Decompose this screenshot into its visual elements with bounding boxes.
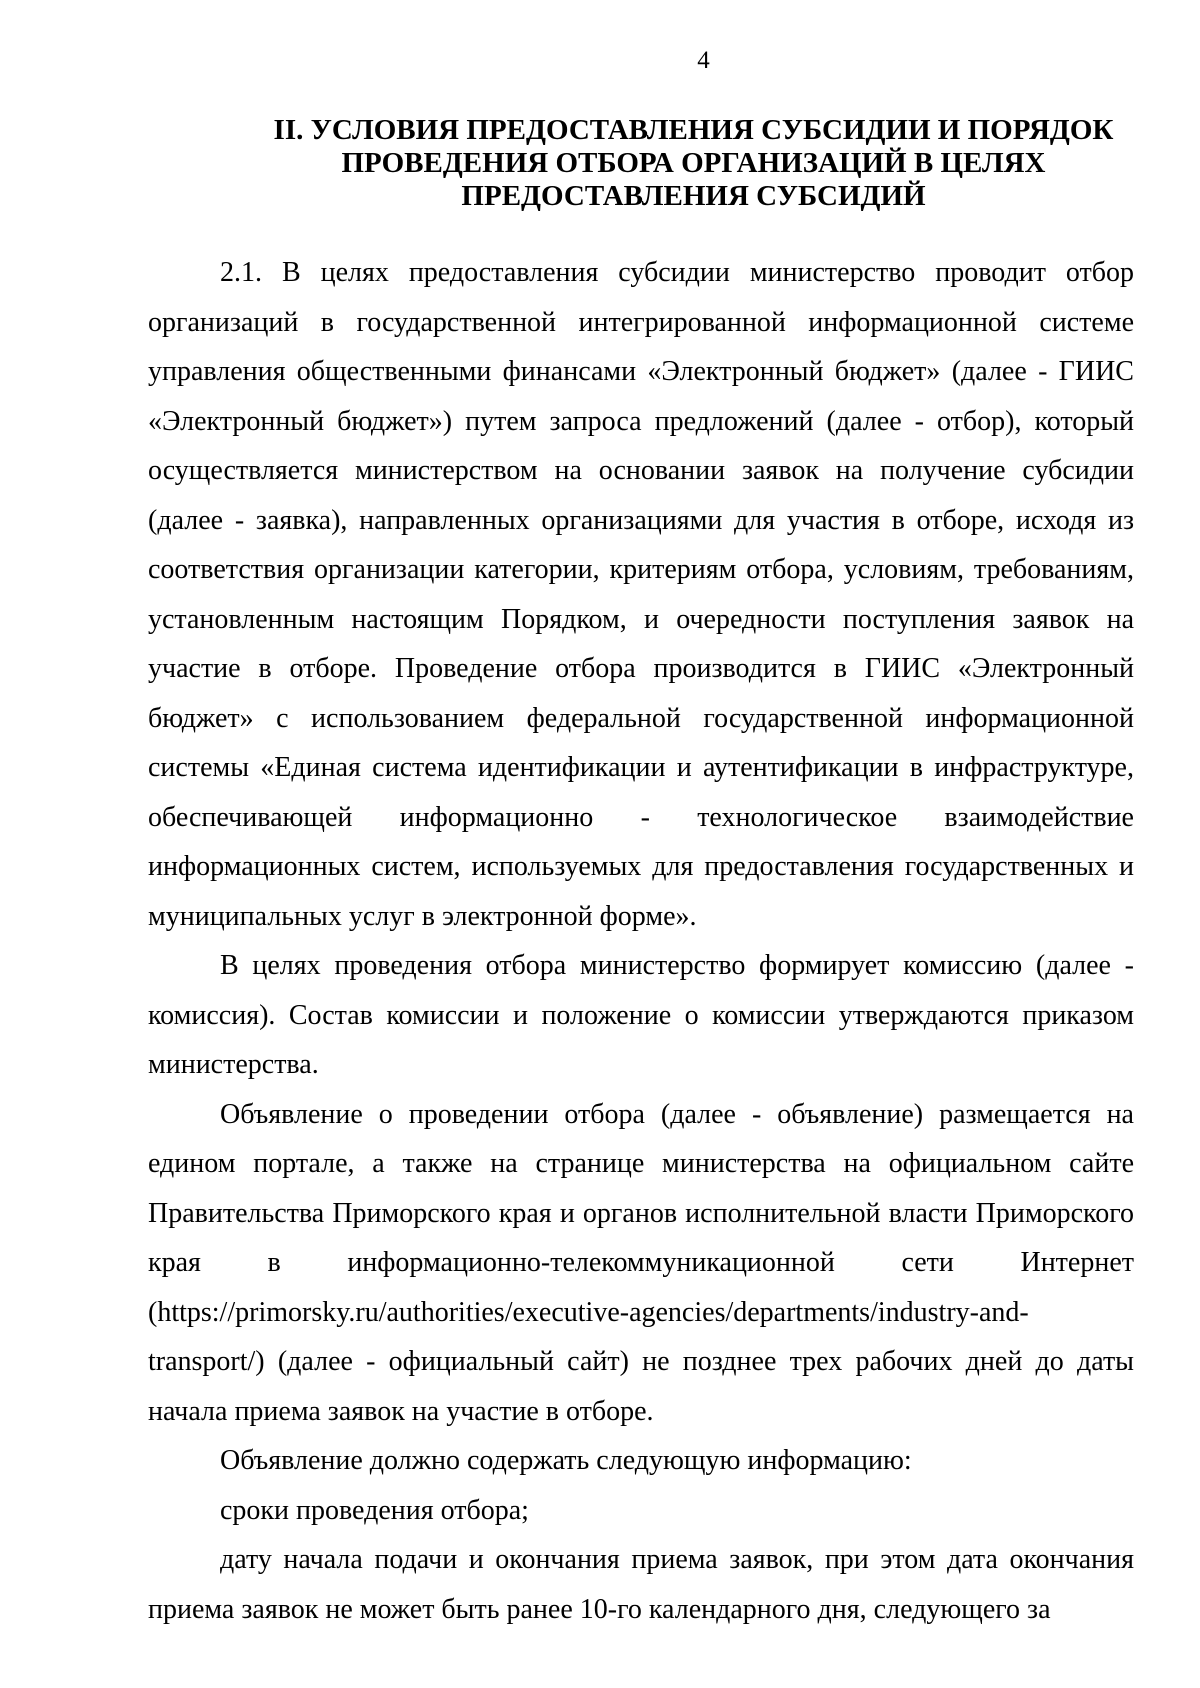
paragraph: Объявление о проведении отбора (далее - объявление) размещается на едином портале, а также на странице министерства на официальном сайте Правительства Приморского края и органов исполнительной власти Приморского края в информационно-телекоммуникационной сети Интернет (https://primorsky.ru/authorities/executive-agencies/departments/industry-and-transport/) (далее - официальный сайт) не позднее трех рабочих дней до даты начала приема заявок на участие в отборе. [148, 1098, 1134, 1427]
section-title-line: ПРОВЕДЕНИЯ ОТБОРА ОРГАНИЗАЦИЙ В ЦЕЛЯХ [341, 147, 1046, 179]
paragraph: 2.1. В целях предоставления субсидии министерство проводит отбор организаций в государственной интегрированной информационной системе управления общественными финансами «Электронный бюджет» (далее - ГИИС «Электронный бюджет») путем запроса предложений (далее - отбор), который осуществляется министерством на основании заявок на получение субсидии (далее - заявка), направленных организациями для участия в отборе, исходя из соответствия организации категории, критериям отбора, условиям, требованиям, установленным настоящим Порядком, и очередности поступления заявок на участие в отборе. Проведение отбора производится в ГИИС «Электронный бюджет» с использованием федеральной государственной информационной системы «Единая система идентификации и аутентификации в инфраструктуре, обеспечивающей информационно - технологическое взаимодействие информационных систем, используемых для предоставления государственных и муниципальных услуг в электронной форме». [148, 257, 1134, 932]
paragraph: В целях проведения отбора министерство формирует комиссию (далее - комиссия). Состав комиссии и положение о комиссии утверждаются приказом министерства. [148, 950, 1134, 1080]
paragraph: дату начала подачи и окончания приема заявок, при этом дата окончания приема заявок не может быть ранее 10-го календарного дня, следующего за [148, 1544, 1134, 1625]
section-title-line: ПРЕДОСТАВЛЕНИЯ СУБСИДИЙ [461, 180, 926, 212]
page-number: 4 [697, 47, 710, 74]
paragraph: Объявление должно содержать следующую информацию: [220, 1445, 912, 1476]
section-title-line: II. УСЛОВИЯ ПРЕДОСТАВЛЕНИЯ СУБСИДИИ И ПОРЯДОК [273, 114, 1114, 146]
section-title [253, 114, 1134, 213]
paragraph: сроки проведения отбора; [220, 1494, 529, 1526]
document-body [148, 248, 1134, 1634]
